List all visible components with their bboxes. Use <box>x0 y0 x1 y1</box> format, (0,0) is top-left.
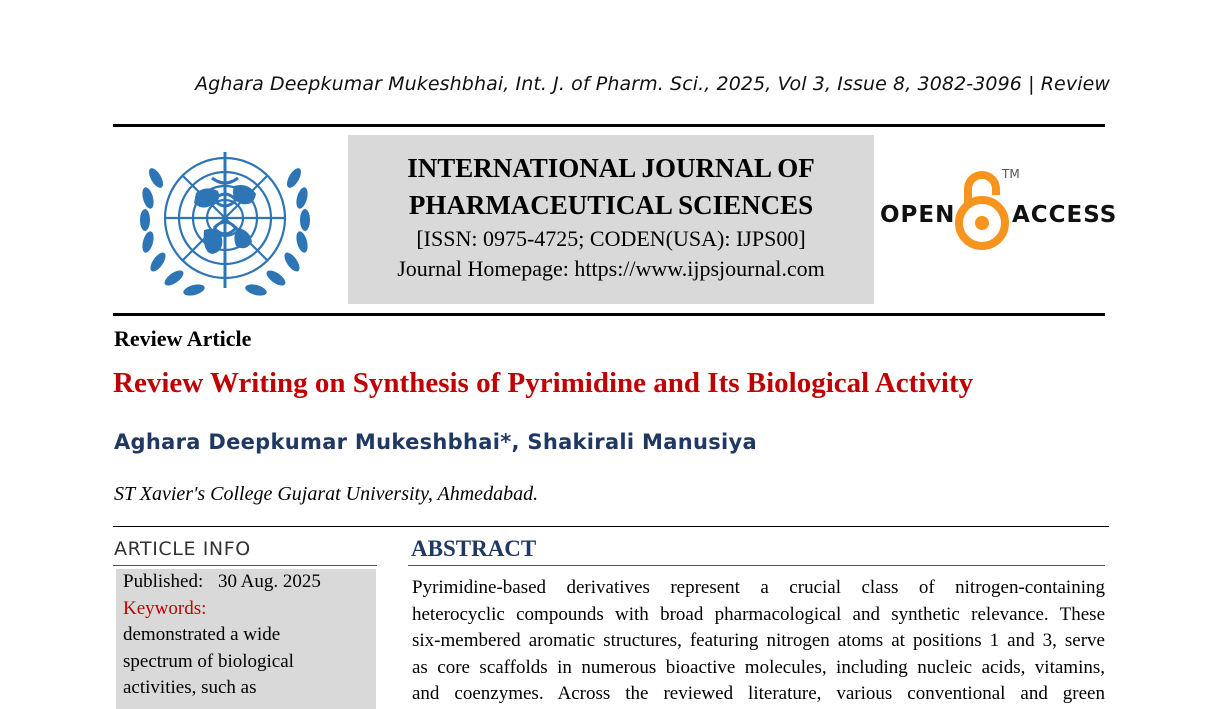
journal-emblem-logo <box>126 138 324 308</box>
keywords-line: demonstrated a wide <box>123 624 281 645</box>
header-top-rule <box>113 124 1105 127</box>
journal-masthead <box>348 135 874 304</box>
journal-name-line2: PHARMACEUTICAL SCIENCES <box>408 190 814 220</box>
abstract-rule <box>408 565 1105 566</box>
keywords-label: Keywords: <box>123 597 207 619</box>
abstract-body <box>412 575 1105 708</box>
trademark-mark: TM <box>1002 167 1020 181</box>
open-access-logo <box>880 165 1118 255</box>
journal-name-line1: INTERNATIONAL JOURNAL OF <box>407 153 815 183</box>
open-access-open-text: OPEN <box>880 202 956 228</box>
article-type: Review Article <box>114 326 252 351</box>
published-label: Published: <box>123 571 204 592</box>
article-info-box <box>116 569 376 709</box>
author-list: Aghara Deepkumar Mukeshbhai*, Shakirali Manusiya <box>114 430 757 454</box>
abstract-line: heterocyclic compounds with broad pharmacological and synthetic relevance. These <box>412 603 1105 625</box>
abstract-heading: ABSTRACT <box>411 536 537 561</box>
open-access-access-text: ACCESS <box>1012 202 1118 228</box>
abstract-line: Pyrimidine-based derivatives represent a crucial class of nitrogen-containing <box>412 577 1105 598</box>
header-bottom-rule <box>113 313 1105 316</box>
abstract-line: and coenzymes. Across the reviewed literature, various conventional and green <box>412 683 1105 704</box>
section-divider <box>113 526 1109 527</box>
keywords-line: activities, such as <box>123 677 257 698</box>
published-date: 30 Aug. 2025 <box>217 571 321 592</box>
running-header: Aghara Deepkumar Mukeshbhai, Int. J. of Pharm. Sci., 2025, Vol 3, Issue 8, 3082-3096 | Review <box>195 73 1110 95</box>
article-info-rule <box>113 565 377 566</box>
journal-homepage: Journal Homepage: https://www.ijpsjournal.com <box>397 256 825 281</box>
abstract-line: six-membered aromatic structures, featuring nitrogen atoms at positions 1 and 3, serve <box>412 630 1105 651</box>
keywords-line: spectrum of biological <box>123 650 294 672</box>
published-row <box>123 569 376 596</box>
article-info-heading: ARTICLE INFO <box>114 538 251 560</box>
article-title: Review Writing on Synthesis of Pyrimidine and Its Biological Activity <box>113 367 974 399</box>
issn-coden: [ISSN: 0975-4725; CODEN(USA): IJPS00] <box>416 226 806 251</box>
author-affiliation: ST Xavier's College Gujarat University, Ahmedabad. <box>114 483 539 505</box>
abstract-line: as core scaffolds in numerous bioactive molecules, including nucleic acids, vitamins, <box>412 656 1105 678</box>
